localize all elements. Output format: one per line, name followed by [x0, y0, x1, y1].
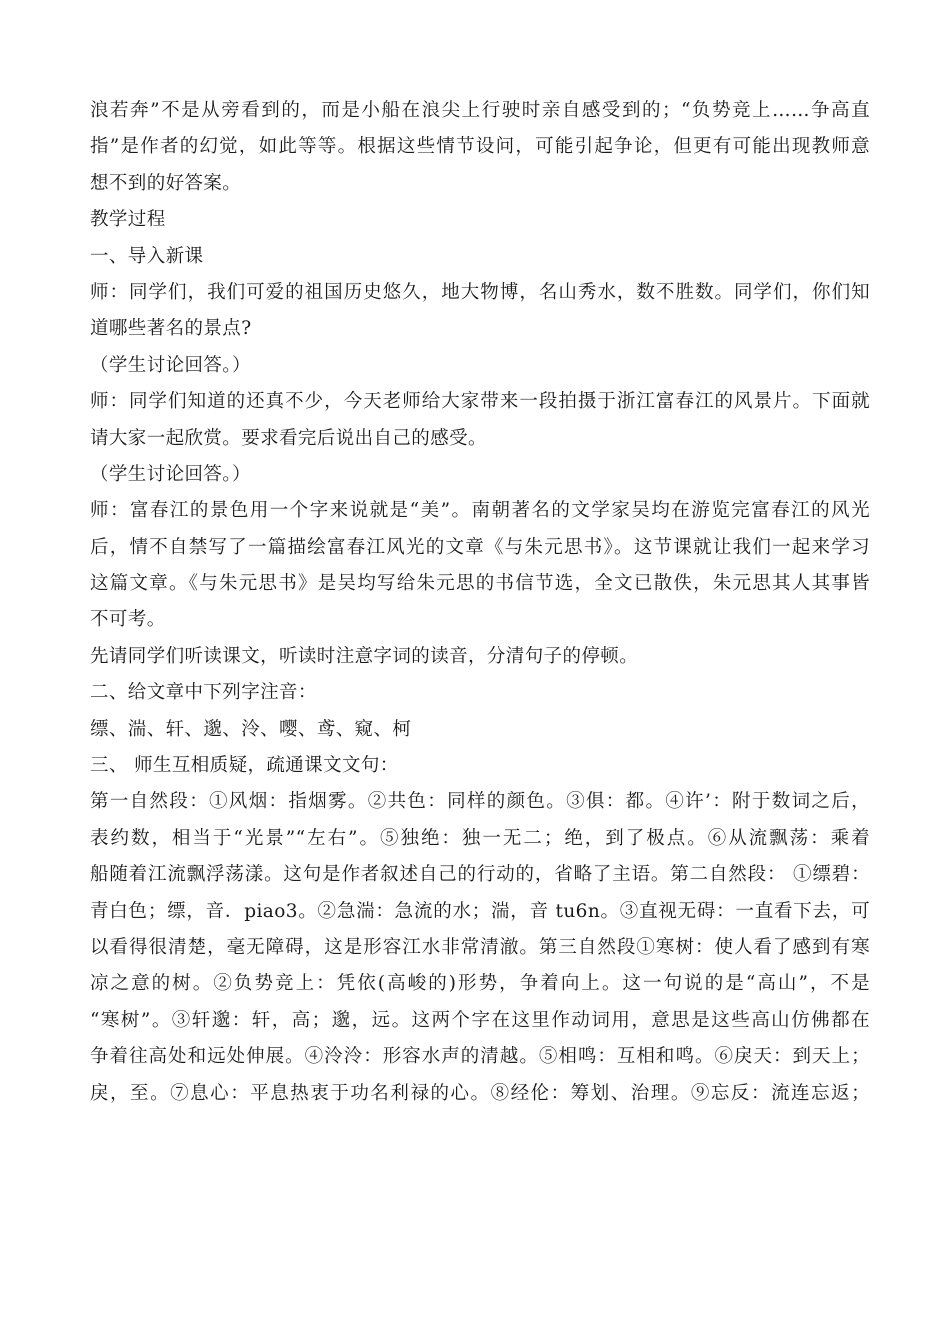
section-heading-discussion: 三、 师生互相质疑，疏通课文文句： — [90, 755, 399, 777]
text-line-20: 第一自然段：①风烟：指烟雾。②共色：同样的颜色。③俱：都。④许’：附于数词之后， — [90, 791, 870, 813]
text-line-24: 以看得很清楚，毫无障碍，这是形容江水非常清澈。第三自然段①寒树：使人看了感到有寒 — [90, 936, 870, 958]
text-line-26: “寒树”。③轩邈：轩，高；邈，远。这两个字在这里作动词用，意思是这些高山仿佛都在 — [90, 1009, 870, 1031]
text-line-21: 表约数，相当于“光景”“左右”。⑤独绝：独一无二；绝，到了极点。⑥从流飘荡：乘着 — [90, 827, 870, 849]
text-line-11: （学生讨论回答。） — [90, 463, 251, 485]
text-line-7: 道哪些著名的景点? — [90, 318, 252, 340]
text-line-3: 想不到的好答案。 — [90, 172, 242, 194]
text-line-2: 指”是作者的幻觉，如此等等。根据这些情节设问，可能引起争论，但更有可能出现教师意 — [90, 136, 870, 158]
text-line-1: 浪若奔”不是从旁看到的，而是小船在浪尖上行驶时亲自感受到的；“负势竞上……争高直 — [90, 100, 870, 121]
text-line-27: 争着往高处和远处伸展。④泠泠：形容水声的清越。⑤相鸣：互相和鸣。⑥戾天：到天上； — [90, 1046, 870, 1068]
text-line-13: 后，情不自禁写了一篇描绘富春江风光的文章《与朱元思书》。这节课就让我们一起来学习 — [90, 536, 870, 558]
text-line-6: 师：同学们，我们可爱的祖国历史悠久，地大物博，名山秀水，数不胜数。同学们，你们知 — [90, 281, 870, 303]
section-heading-teaching-process: 教学过程 — [90, 209, 166, 231]
text-line-15: 不可考。 — [90, 609, 166, 631]
text-line-25: 凉之意的树。②负势竞上：凭依(高峻的)形势，争着向上。这一句说的是“高山”，不是 — [90, 973, 870, 995]
text-line-12: 师：富春江的景色用一个字来说就是“美”。南朝著名的文学家吴均在游览完富春江的风光 — [90, 500, 870, 522]
document-page — [90, 93, 870, 1112]
text-line-23: 青白色；缥，音．piao3。②急湍：急流的水；湍，音 tu6n。③直视无碍：一直看下去，可 — [90, 900, 870, 922]
text-line-9: 师：同学们知道的还真不少，今天老师给大家带来一段拍摄于浙江富春江的风景片。下面就 — [90, 391, 870, 413]
text-line-18: 缥、湍、轩、邈、泠、嘤、鸢、窥、柯 — [90, 718, 412, 740]
text-line-16: 先请同学们听读课文，听读时注意字词的读音，分清句子的停顿。 — [90, 645, 639, 667]
text-line-8: （学生讨论回答。） — [90, 354, 251, 376]
text-line-10: 请大家一起欣赏。要求看完后说出自己的感受。 — [90, 427, 487, 449]
section-heading-intro: 一、导入新课 — [90, 245, 204, 267]
text-line-28: 戾，至。⑦息心：平息热衷于功名利禄的心。⑧经伦：筹划、治理。⑨忘反：流连忘返； — [90, 1082, 870, 1104]
section-heading-pronunciation: 二、给文章中下列字注音： — [90, 682, 317, 704]
text-line-22: 船随着江流飘浮荡漾。这句是作者叙述自己的行动的，省略了主语。第二自然段： ①缥碧： — [90, 864, 870, 886]
text-line-14: 这篇文章。《与朱元思书》是吴均写给朱元思的书信节选，全文已散佚，朱元思其人其事皆 — [90, 573, 870, 595]
